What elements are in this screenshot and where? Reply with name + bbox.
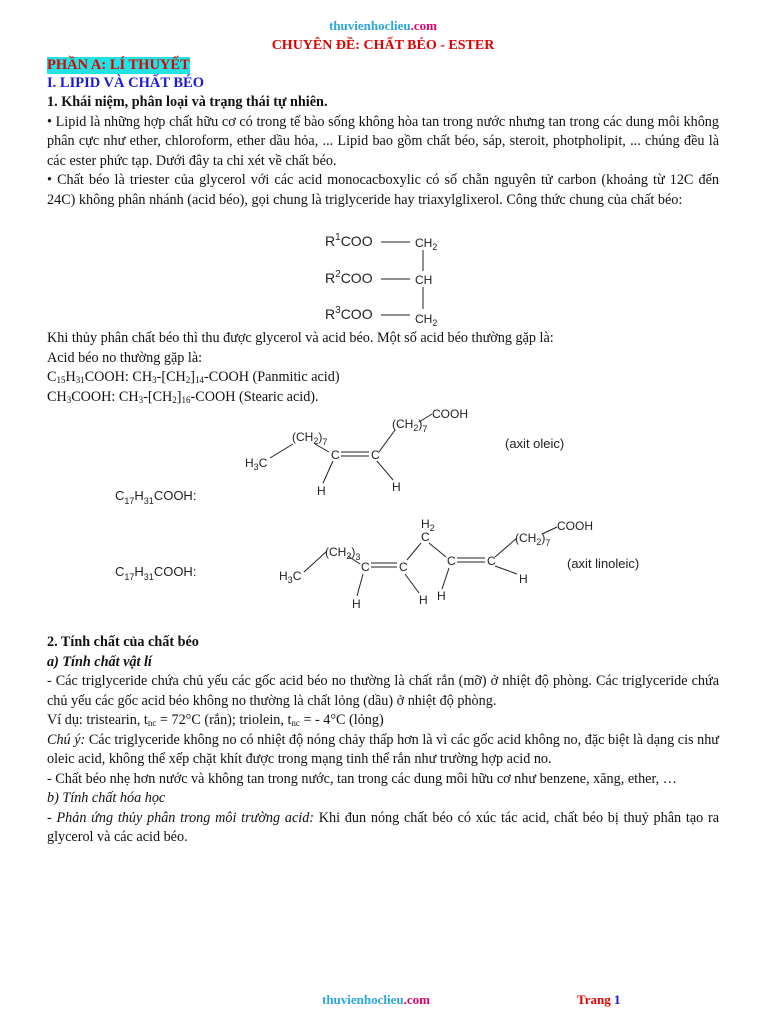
linoleic-c4: C xyxy=(487,554,496,568)
linoleic-cooh: COOH xyxy=(557,519,593,533)
document-title: CHUYÊN ĐỀ: CHẤT BÉO - ESTER xyxy=(271,38,495,53)
paragraph-hydrolysis-acid: - Phản ứng thủy phân trong môi trường acid: Khi đun nóng chất béo có xúc tác acid, chất béo bị thuỷ phân tạo ra glycerol và các acid béo. xyxy=(47,809,719,845)
oleic-ch2-7-left: $(CH_2)_7$ xyxy=(292,430,328,447)
oleic-name-label: (axit oleic) xyxy=(505,436,565,451)
oleic-ch2-7-right: $(CH_2)_7$ xyxy=(392,417,428,434)
oleic-cooh: COOH xyxy=(432,407,468,421)
r2-label: $R^2COO$ xyxy=(325,269,373,286)
footer-site-name[interactable]: thuvienhoclieu.com xyxy=(322,992,430,1007)
linoleic-formula-label: $C_{17}H_{31}COOH$: xyxy=(115,564,197,582)
linoleic-h-b: H xyxy=(419,593,428,607)
r3-label: $R^3COO$ xyxy=(325,305,373,322)
paragraph-saturated: Acid béo no thường gặp là: xyxy=(47,349,203,366)
footer-page-number: Trang 1 xyxy=(577,992,621,1007)
linoleic-name-label: (axit linoleic) xyxy=(567,556,640,571)
oleic-h2: H xyxy=(392,480,401,494)
paragraph-note: Chú ý: Các triglyceride không no có nhiệt độ nóng chảy thấp hơn là vì các gốc acid không no, đặc biệt là dạng cis như oleic acid, không thể xếp chặt khít được trong mạng tinh thể rắn như trường hợp acid no. xyxy=(47,731,719,767)
acids-block xyxy=(47,329,719,407)
section-1-title: I. LIPID VÀ CHẤT BÉO xyxy=(47,74,204,91)
linoleic-h-c: H xyxy=(437,589,446,603)
linoleic-ch2-7: $(CH_2)_7$ xyxy=(515,531,551,548)
part-a-block xyxy=(47,56,719,210)
subheading-physical: a) Tính chất vật lí xyxy=(47,653,152,670)
part-a-title: PHẦN A: LÍ THUYẾT xyxy=(47,57,190,73)
ch2-top-label: $CH_2$ xyxy=(415,236,438,252)
linoleic-ch2-3: $(CH_2)_3$ xyxy=(325,545,361,562)
paragraph-fat: • Chất béo là triester của glycerol với các acid monocacboxylic có số chẵn nguyên tử carbon (khoảng từ 12C đến 24C) không phân nhánh (acid béo), gọi chung là triglyceride hay triaxylglixerol. Công thức chung của chất béo: xyxy=(47,172,719,208)
heading-2: 2. Tính chất của chất béo xyxy=(47,634,199,650)
oleic-formula-label: $C_{17}H_{31}COOH$: xyxy=(115,488,197,506)
linoleic-h-a: H xyxy=(352,597,361,611)
linoleic-acid-structure xyxy=(107,514,717,614)
paragraph-lipid: • Lipid là những hợp chất hữu cơ có trong tế bào sống không hòa tan trong nước nhưng tan trong các dung môi không phân cực như ether, chloroform, ether dầu hỏa, ... Lipid bao gồm chất béo, sáp, steroit, photpholipit, ... chúng đều là các ester phức tạp. Dưới đây ta chỉ xét về chất béo. xyxy=(47,113,719,169)
linoleic-h2: $H_2$ xyxy=(421,517,435,533)
linoleic-h-d: H xyxy=(519,572,528,586)
heading-1: 1. Khái niệm, phân loại và trạng thái tự nhiên. xyxy=(47,94,328,110)
triglyceride-structure xyxy=(317,226,497,330)
ch2-bottom-label: $CH_2$ xyxy=(415,312,438,328)
oleic-c1: C xyxy=(331,448,340,462)
linoleic-c1: C xyxy=(361,560,370,574)
oleic-h1: H xyxy=(317,484,326,498)
ch-mid-label: CH xyxy=(415,273,433,287)
oleic-acid-structure xyxy=(107,400,667,510)
linoleic-c-top: C xyxy=(421,530,430,544)
oleic-h3c: $H_3C$ xyxy=(245,456,268,472)
stearic-acid-line: $CH_3COOH$: $CH_3-[CH_2]_{16}$-COOH (Stearic acid). xyxy=(47,388,319,405)
paragraph-physical-2: - Chất béo nhẹ hơn nước và không tan trong nước, tan trong các dung môi hữu cơ như benzene, xăng, ether, … xyxy=(47,770,677,787)
palmitic-acid-line: $C_{15}H_{31}COOH$: $CH_3-[CH_2]_{14}$-COOH (Panmitic acid) xyxy=(47,369,340,385)
paragraph-physical-1: - Các triglyceride chứa chủ yếu các gốc acid béo no thường là chất rắn (mỡ) ở nhiệt độ phòng. Các triglyceride chứa chủ yếu các gốc acid béo không no thường là chất lỏng (dầu) ở nhiệt độ phòng. xyxy=(47,673,719,709)
header-site-name[interactable]: thuvienhoclieu.com xyxy=(329,18,437,33)
paragraph-example: Ví dụ: tristearin, $t_{nc} = 72^\circ C$ (rắn); triolein, $t_{nc}$ = - 4°C (lỏng) xyxy=(47,712,384,728)
linoleic-c3: C xyxy=(447,554,456,568)
r1-label: $R^1COO$ xyxy=(325,232,373,249)
oleic-c2: C xyxy=(371,448,380,462)
subheading-chemical: b) Tính chất hóa học xyxy=(47,790,166,806)
section-2-block xyxy=(47,633,719,848)
document-page xyxy=(47,0,719,1024)
linoleic-h3c: $H_3C$ xyxy=(279,569,302,585)
paragraph-hydrolysis: Khi thủy phân chất béo thì thu được glycerol và acid béo. Một số acid béo thường gặp là: xyxy=(47,330,554,346)
linoleic-c2: C xyxy=(399,560,408,574)
